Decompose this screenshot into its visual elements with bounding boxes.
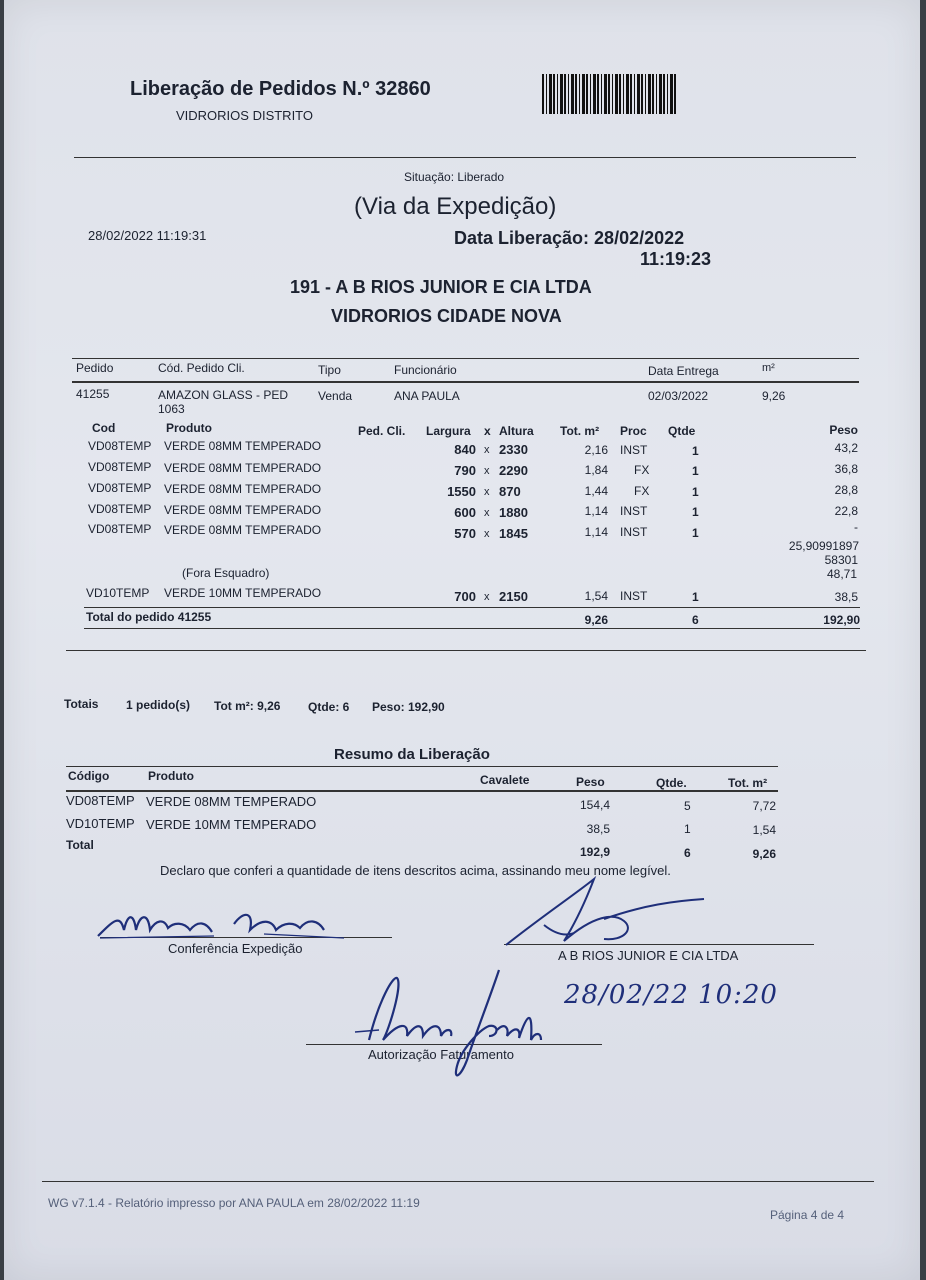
items-col-largura: Largura — [426, 424, 471, 438]
signature-label-autorizacao: Autorização Faturamento — [368, 1047, 514, 1062]
summary-col-qtde: Qtde. — [656, 776, 687, 790]
client-order-code: AMAZON GLASS - PED — [158, 388, 289, 402]
item-proc: FX — [634, 484, 650, 498]
handwritten-signature-cliente — [504, 875, 714, 955]
item-peso-line2: 25,90991897 — [788, 539, 859, 553]
divider — [84, 607, 860, 608]
item-x: x — [484, 528, 490, 540]
printed-datetime: 28/02/2022 11:19:31 — [88, 228, 207, 243]
item-proc: FX — [634, 463, 650, 477]
footer-printed-by: WG v7.1.4 - Relatório impresso por ANA PAULA em 28/02/2022 11:19 — [48, 1196, 420, 1210]
item-cod: VD08TEMP — [88, 460, 152, 474]
divider — [42, 1181, 874, 1182]
summary-col-peso: Peso — [576, 775, 605, 789]
item-peso: 43,2 — [834, 441, 858, 455]
item-cod: VD08TEMP — [88, 522, 152, 536]
item-largura: 700 — [454, 589, 476, 604]
item-tot-m2: 2,16 — [584, 443, 608, 457]
item-tot-m2: 1,54 — [584, 589, 608, 603]
order-total-qtde: 6 — [692, 613, 699, 627]
col-funcionario: Funcionário — [394, 363, 457, 377]
summary-qtde: 1 — [684, 822, 691, 836]
item-largura: 790 — [454, 463, 476, 478]
col-data-entrega: Data Entrega — [648, 364, 719, 378]
declaration-text: Declaro que conferi a quantidade de itens descritos acima, assinando meu nome legível. — [160, 863, 671, 878]
summary-col-produto: Produto — [148, 769, 194, 783]
client-name: 191 - A B RIOS JUNIOR E CIA LTDA — [290, 277, 592, 297]
order-number: 41255 — [76, 387, 110, 401]
item-proc: INST — [620, 504, 648, 518]
col-m2: m² — [762, 362, 775, 374]
item-peso-line4: 48,71 — [826, 567, 857, 581]
order-total-m2: 9,26 — [584, 613, 608, 627]
item-largura: 600 — [454, 505, 476, 520]
summary-total-qtde: 6 — [684, 846, 691, 860]
handwritten-date: 28/02/22 10:20 — [564, 980, 778, 1010]
divider — [74, 157, 856, 158]
client-store: VIDRORIOS CIDADE NOVA — [331, 306, 562, 326]
item-produto: VERDE 08MM TEMPERADO — [164, 503, 322, 517]
summary-peso: 38,5 — [586, 822, 610, 836]
totals-pedidos: 1 pedido(s) — [126, 698, 191, 712]
item-cod: VD08TEMP — [88, 502, 152, 516]
item-peso: 22,8 — [834, 504, 858, 518]
item-proc: INST — [620, 589, 648, 603]
divider — [72, 381, 859, 383]
item-largura: 570 — [454, 526, 476, 541]
release-date: Data Liberação: 28/02/2022 — [454, 228, 685, 248]
item-x: x — [484, 507, 490, 519]
item-note: (Fora Esquadro) — [182, 566, 270, 580]
summary-tot-m2: 1,54 — [752, 823, 776, 837]
summary-col-codigo: Código — [68, 769, 110, 783]
item-produto: VERDE 08MM TEMPERADO — [164, 482, 322, 496]
summary-peso: 154,4 — [579, 798, 610, 812]
item-largura: 840 — [454, 442, 476, 457]
divider — [66, 650, 866, 651]
item-produto: VERDE 08MM TEMPERADO — [164, 439, 322, 453]
release-time: 11:19:23 — [640, 249, 712, 269]
item-produto: VERDE 08MM TEMPERADO — [164, 523, 322, 537]
summary-produto: VERDE 10MM TEMPERADO — [146, 817, 317, 832]
items-col-cod: Cod — [92, 421, 116, 435]
order-total-label: Total do pedido 41255 — [86, 610, 212, 624]
totals-qtde: Qtde: 6 — [308, 700, 350, 714]
summary-col-tot-m2: Tot. m² — [728, 776, 768, 790]
footer-page-number: Página 4 de 4 — [770, 1208, 845, 1222]
item-cod: VD08TEMP — [88, 481, 152, 495]
delivery-date: 02/03/2022 — [648, 389, 709, 403]
barcode — [542, 74, 678, 114]
order-total-peso: 192,90 — [823, 613, 860, 627]
item-x: x — [484, 486, 490, 498]
item-produto: VERDE 10MM TEMPERADO — [164, 586, 322, 600]
item-largura: 1550 — [447, 484, 476, 499]
order-type: Venda — [318, 389, 353, 403]
col-pedido: Pedido — [76, 361, 114, 375]
item-tot-m2: 1,84 — [584, 463, 608, 477]
item-peso: - — [854, 520, 858, 534]
summary-title: Resumo da Liberação — [334, 746, 490, 763]
summary-total-m2: 9,26 — [752, 847, 776, 861]
document-title: Liberação de Pedidos N.º 32860 — [130, 78, 431, 100]
summary-codigo: VD10TEMP — [66, 816, 135, 831]
item-tot-m2: 1,44 — [584, 484, 608, 498]
item-qtde: 1 — [692, 464, 699, 478]
item-altura: 2150 — [499, 589, 528, 604]
item-x: x — [484, 465, 490, 477]
item-altura: 870 — [499, 484, 521, 499]
summary-tot-m2: 7,72 — [752, 799, 776, 813]
items-col-qtde: Qtde — [668, 424, 696, 438]
items-col-x: x — [484, 424, 491, 438]
items-col-peso: Peso — [829, 423, 858, 437]
items-col-altura: Altura — [499, 424, 534, 438]
item-altura: 1845 — [499, 526, 528, 541]
item-tot-m2: 1,14 — [584, 504, 608, 518]
summary-total-peso: 192,9 — [579, 845, 610, 859]
document-page — [4, 0, 920, 1280]
items-col-ped-cli: Ped. Cli. — [358, 424, 406, 438]
divider — [66, 790, 778, 792]
item-qtde: 1 — [692, 590, 699, 604]
item-altura: 1880 — [499, 505, 528, 520]
signature-label-cliente: A B RIOS JUNIOR E CIA LTDA — [558, 948, 739, 963]
order-m2: 9,26 — [762, 389, 786, 403]
item-qtde: 1 — [692, 444, 699, 458]
summary-col-cavalete: Cavalete — [480, 773, 530, 787]
totals-peso: Peso: 192,90 — [372, 700, 445, 714]
item-tot-m2: 1,14 — [584, 525, 608, 539]
totals-label: Totais — [64, 697, 99, 711]
item-proc: INST — [620, 443, 648, 457]
item-x: x — [484, 591, 490, 603]
divider — [84, 628, 860, 629]
items-col-proc: Proc — [620, 424, 647, 438]
col-tipo: Tipo — [318, 363, 341, 377]
item-peso: 38,5 — [834, 590, 858, 604]
summary-produto: VERDE 08MM TEMPERADO — [146, 794, 317, 809]
item-altura: 2330 — [499, 442, 528, 457]
item-proc: INST — [620, 525, 648, 539]
via-label: (Via da Expedição) — [354, 193, 557, 220]
divider — [66, 766, 778, 767]
item-x: x — [484, 444, 490, 456]
handwritten-signature-autorizacao — [349, 970, 569, 1085]
summary-qtde: 5 — [684, 799, 691, 813]
item-altura: 2290 — [499, 463, 528, 478]
item-peso: 28,8 — [834, 483, 858, 497]
items-col-tot-m2: Tot. m² — [560, 424, 600, 438]
item-qtde: 1 — [692, 505, 699, 519]
divider — [72, 358, 859, 359]
totals-m2: Tot m²: 9,26 — [214, 699, 281, 713]
item-qtde: 1 — [692, 485, 699, 499]
signature-label-conferencia: Conferência Expedição — [168, 941, 303, 956]
item-produto: VERDE 08MM TEMPERADO — [164, 461, 322, 475]
client-order-code-cont: 1063 — [158, 402, 185, 416]
employee: ANA PAULA — [394, 389, 460, 403]
item-qtde: 1 — [692, 526, 699, 540]
summary-codigo: VD08TEMP — [66, 793, 135, 808]
item-cod: VD10TEMP — [86, 586, 150, 600]
summary-total-label: Total — [66, 838, 94, 852]
company-name: VIDRORIOS DISTRITO — [176, 108, 313, 123]
items-col-produto: Produto — [166, 421, 212, 435]
item-peso-line3: 58301 — [824, 553, 858, 567]
status-text: Situação: Liberado — [404, 170, 505, 184]
item-peso: 36,8 — [834, 462, 858, 476]
handwritten-signature-conferencia — [94, 900, 354, 950]
col-cod-pedido-cli: Cód. Pedido Cli. — [158, 361, 245, 375]
item-cod: VD08TEMP — [88, 439, 152, 453]
